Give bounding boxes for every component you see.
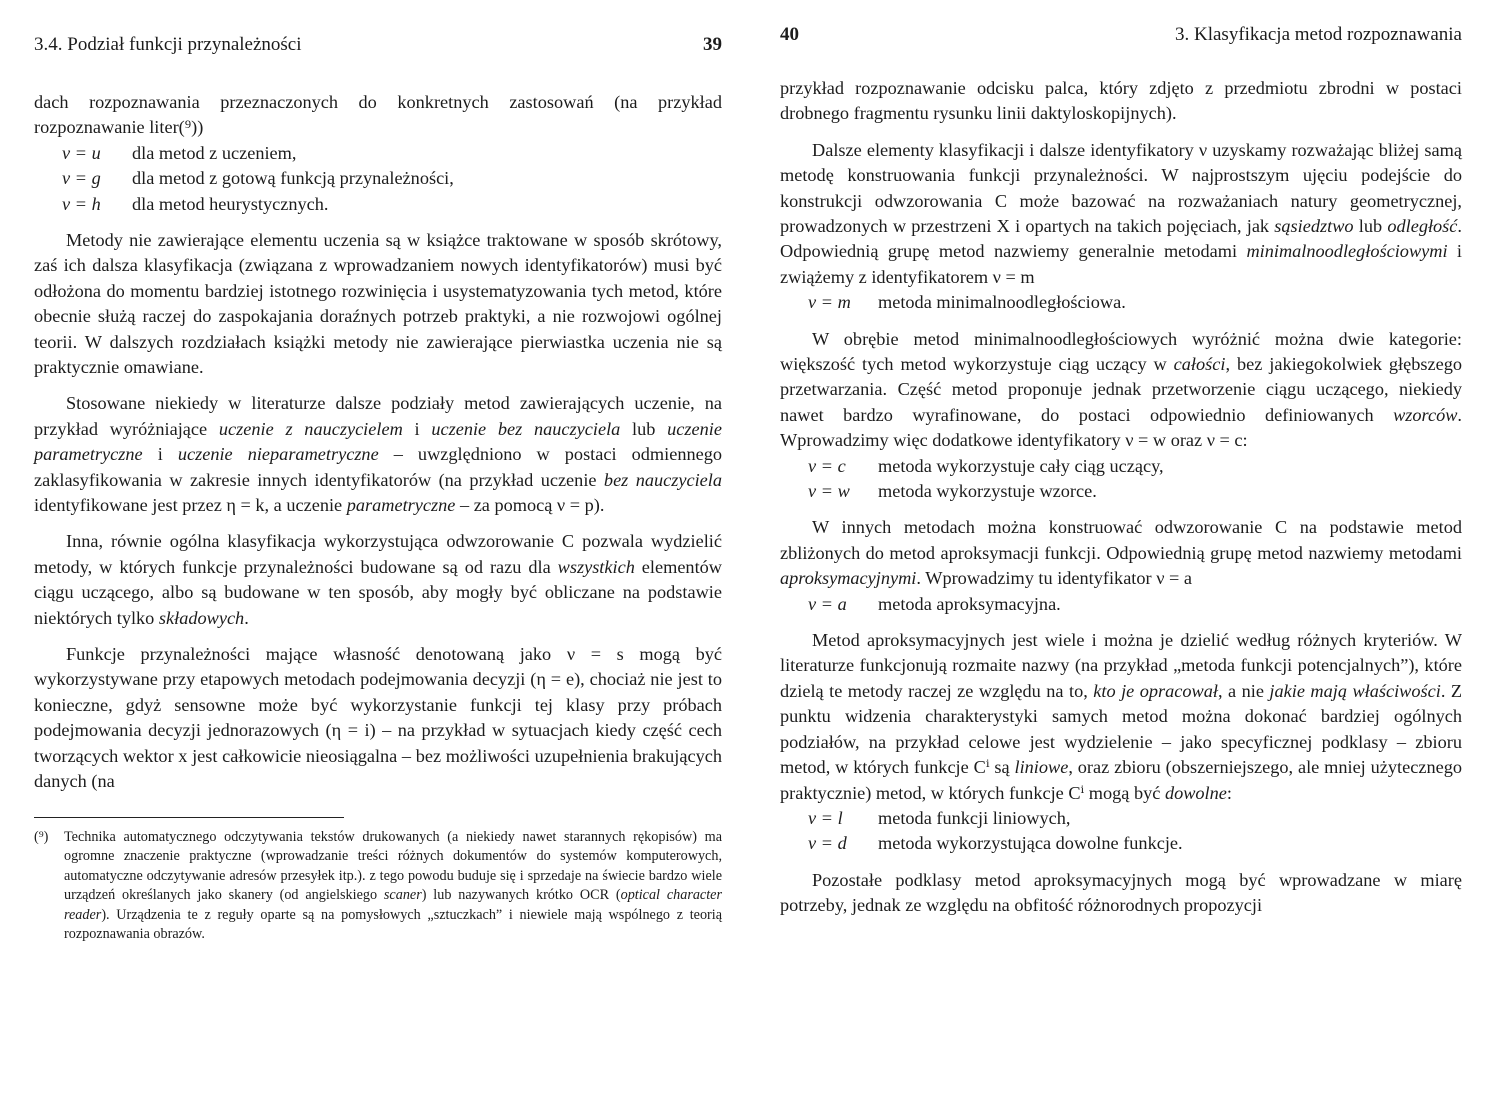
text-run: , oraz zbioru (obszerniejszego, ale mniej użytecznego praktycznie) metod, w których funkcje Cⁱ mogą być <box>780 757 1462 803</box>
paragraph: dach rozpoznawania przeznaczonych do konkretnych zastosowań (na przykład rozpoznawanie liter(⁹)) <box>34 92 722 138</box>
text-run: Dalsze elementy klasyfikacji i dalsze identyfikatory ν uzyskamy rozważając bliżej samą metodę konstruowania funkcji przynależności. W najprostszym ujęciu podejście do konstrukcji odwzorowania C może bazować na rozważaniach natury geometrycznej, prowadzonych w przestrzeni X i opartych na takich pojęciach, jak <box>780 139 1462 237</box>
identifier-row <box>34 141 722 166</box>
identifier-description: metoda funkcji liniowych, <box>878 807 1071 828</box>
identifier-description: metoda minimalnoodległościowa. <box>878 292 1126 313</box>
text-run: lub <box>620 418 668 439</box>
identifier-row <box>34 166 722 191</box>
text-run: Inna, równie ogólna klasyfikacja wykorzystująca odwzorowanie C pozwala wydzielić metody, w których funkcje przynależności budowane są od razu dla <box>34 531 722 577</box>
identifier-row <box>780 592 1462 617</box>
identifier-row <box>780 831 1462 856</box>
paragraph <box>780 327 1462 454</box>
page-header <box>780 24 1462 54</box>
text-run: elementów ciągu uczącego, albo są budowane w ten sposób, aby mogły być obliczane na podstawie niektórych tylko <box>34 556 722 628</box>
identifier-description: metoda wykorzystuje cały ciąg uczący, <box>878 455 1164 476</box>
identifier-list <box>780 454 1462 505</box>
identifier-description: dla metod heurystycznych. <box>132 193 329 214</box>
section-title: 3.4. Podział funkcji przynależności <box>34 34 302 55</box>
emphasis: uczenie parametryczne <box>34 418 722 465</box>
identifier-symbol: ν = d <box>808 833 847 854</box>
emphasis: dowolne <box>1164 782 1227 803</box>
emphasis: kto je opracował <box>1093 680 1218 701</box>
text-run: Metod aproksymacyjnych jest wiele i można je dzielić według różnych kryteriów. W literaturze funkcjonują rozmaite nazwy (na przykład „metoda funkcji potencjalnych”), które dzielą te metody raczej ze względu na to, <box>780 630 1462 701</box>
paragraph: Pozostałe podklasy metod aproksymacyjnych mogą być wprowadzane w miarę potrzeby, jednak ze względu na obfitość różnorodnych propozycji <box>780 869 1462 916</box>
text-run: : <box>1226 782 1232 803</box>
emphasis: bez nauczyciela <box>603 469 722 490</box>
footnote-text <box>64 828 722 946</box>
text-run: , bez jakiegokolwiek głębszego przetwarzania. Część metod proponuje jednak przetworzenie ciągu uczącego, niekiedy nawet bardzo wyrafinowane, do postaci odpowiednio definiowanych <box>780 354 1462 425</box>
text-run: i zwiążemy z identyfikatorem ν = m <box>780 241 1462 287</box>
paragraph <box>780 138 1462 290</box>
text-run: . Z punktu widzenia charakterystyki samych metod można dokonać bardziej ogólnych podziałów, na przykład celowe jest wydzielenie – jako specyficznej podklasy – zbioru metod, w których funkcje Cⁱ są <box>780 680 1463 778</box>
paragraph <box>34 529 722 631</box>
emphasis: scaner <box>383 887 422 904</box>
emphasis: uczenie bez nauczyciela <box>431 418 621 439</box>
identifier-symbol: ν = a <box>808 593 847 614</box>
emphasis: optical character reader <box>64 887 722 923</box>
emphasis: minimalnoodległościowymi <box>1246 241 1448 262</box>
emphasis: liniowe <box>1014 757 1069 778</box>
identifier-row <box>780 454 1462 479</box>
identifier-row <box>780 479 1462 504</box>
text-run: ) lub nazywanych krótko OCR ( <box>421 887 621 904</box>
identifier-description: metoda wykorzystująca dowolne funkcje. <box>878 833 1183 854</box>
emphasis: odległość <box>1387 216 1458 237</box>
identifier-row <box>780 290 1462 315</box>
identifier-symbol: ν = m <box>808 292 851 313</box>
text-run: ). Urządzenia te z reguły oparte są na pomysłowych „sztuczkach” i niewiele mają wspólnego z teorią rozpoznawania obrazów. <box>64 906 722 943</box>
text-run: . Odpowiednią grupę metod nazwiemy generalnie metodami <box>780 216 1462 262</box>
emphasis: aproksymacyjnymi <box>780 568 917 589</box>
emphasis: uczenie z nauczycielem <box>218 418 403 439</box>
paragraph <box>780 628 1462 806</box>
body-text <box>34 90 722 795</box>
emphasis: sąsiedztwo <box>1274 216 1354 237</box>
footnote-divider <box>34 817 344 818</box>
emphasis: uczenie nieparametryczne <box>177 444 379 465</box>
paragraph <box>780 515 1462 591</box>
identifier-list <box>34 141 722 217</box>
identifier-symbol: ν = u <box>62 142 101 163</box>
emphasis: składowych <box>158 607 245 628</box>
chapter-title: 3. Klasyfikacja metod rozpoznawania <box>1175 24 1462 45</box>
text-run: , a nie <box>1217 680 1270 701</box>
text-run: Stosowane niekiedy w literaturze dalsze podziały metod zawierających uczenie, na przykład wyróżniające <box>34 393 722 439</box>
identifier-symbol: ν = g <box>62 168 101 189</box>
page-number: 40 <box>780 24 799 45</box>
identifier-symbol: ν = c <box>808 455 846 476</box>
paragraph: przykład rozpoznawanie odcisku palca, który zdjęto z przedmiotu zbrodni w postaci drobnego fragmentu rysunku linii daktyloskopijnych). <box>780 78 1462 124</box>
identifier-symbol: ν = w <box>808 481 850 502</box>
page-number: 39 <box>703 34 722 55</box>
body-text <box>780 76 1462 919</box>
emphasis: wzorców <box>1393 404 1458 425</box>
text-run: W obrębie metod minimalnoodległościowych wyróżnić można dwie kategorie: większość tych metod wykorzystuje ciąg uczący w <box>780 328 1462 375</box>
identifier-symbol: ν = h <box>62 193 101 214</box>
identifier-list <box>780 290 1462 315</box>
identifier-description: metoda aproksymacyjna. <box>878 593 1061 614</box>
emphasis: całości <box>1173 354 1226 375</box>
identifier-description: metoda wykorzystuje wzorce. <box>878 481 1097 502</box>
identifier-row <box>34 192 722 217</box>
text-run: i <box>142 444 178 465</box>
footnote <box>34 828 722 946</box>
emphasis: wszystkich <box>557 556 635 577</box>
page-header <box>34 34 722 64</box>
paragraph: Funkcje przynależności mające własność denotowaną jako ν = s mogą być wykorzystywane przy etapowych metodach podejmowania decyzji (η = e), chociaż nie jest to konieczne, gdyż sensowne może być wykorzystanie funkcji tej klasy przy próbach podejmowania decyzji jednorazowych (η = i) – na przykład w sytuacjach kiedy część cech tworzących wektor x jest całkowicie nieosiągalna – bez możliwości uzupełnienia brakujących danych (na <box>34 644 722 792</box>
text-run: W innych metodach można konstruować odwzorowanie C na podstawie metod zbliżonych do metod aproksymacji funkcji. Odpowiednią grupę metod nazwiemy metodami <box>780 517 1462 563</box>
identifier-row <box>780 806 1462 831</box>
text-run: . Wprowadzimy więc dodatkowe identyfikatory ν = w oraz ν = c: <box>780 404 1462 451</box>
text-run: Technika automatycznego odczytywania tekstów drukowanych (a niekiedy nawet starannych rękopisów) ma ogromne znaczenie praktyczne (wprowadzanie treści różnych dokumentów do systemów komputerowych, automatyczne odczytywanie adresów przesyłek itp.). z tego powodu buduje się i sprzedaje na świecie bardzo wiele urządzeń określanych jako skanery (od angielskiego <box>64 828 722 904</box>
identifier-list <box>780 806 1462 857</box>
identifier-description: dla metod z uczeniem, <box>132 142 297 163</box>
text-run: – uwzględniono w postaci odmiennego zaklasyfikowania w zakresie innych identyfikatorów (na przykład uczenie <box>34 444 722 490</box>
emphasis: parametryczne <box>346 495 456 516</box>
identifier-symbol: ν = l <box>808 807 843 828</box>
text-run: i <box>402 418 432 439</box>
footnote-marker: (⁹) <box>34 828 49 845</box>
paragraph <box>34 391 722 518</box>
identifier-description: dla metod z gotową funkcją przynależności, <box>132 168 454 189</box>
identifier-list <box>780 592 1462 617</box>
right-page <box>750 0 1500 1120</box>
text-run: identyfikowane jest przez η = k, a uczenie <box>34 495 347 516</box>
text-run: . <box>244 607 249 628</box>
text-run: lub <box>1353 216 1388 237</box>
emphasis: jakie mają właściwości <box>1269 680 1441 701</box>
text-run: . Wprowadzimy tu identyfikator ν = a <box>916 568 1193 589</box>
paragraph: Metody nie zawierające elementu uczenia są w książce traktowane w sposób skrótowy, zaś ich dalsza klasyfikacja (związana z wprowadzaniem nowych identyfikatorów) musi być odłożona do momentu bardziej istotnego rozwinięcia i usystematyzowania tych metod, które obecnie służą raczej do zaspokajania doraźnych potrzeb praktyki, a nie rozwojowi ogólnej teorii. W dalszych rozdziałach książki metody nie zawierające pierwiastka uczenia nie są praktycznie omawiane. <box>34 229 722 378</box>
text-run: – za pomocą ν = p). <box>455 495 605 516</box>
